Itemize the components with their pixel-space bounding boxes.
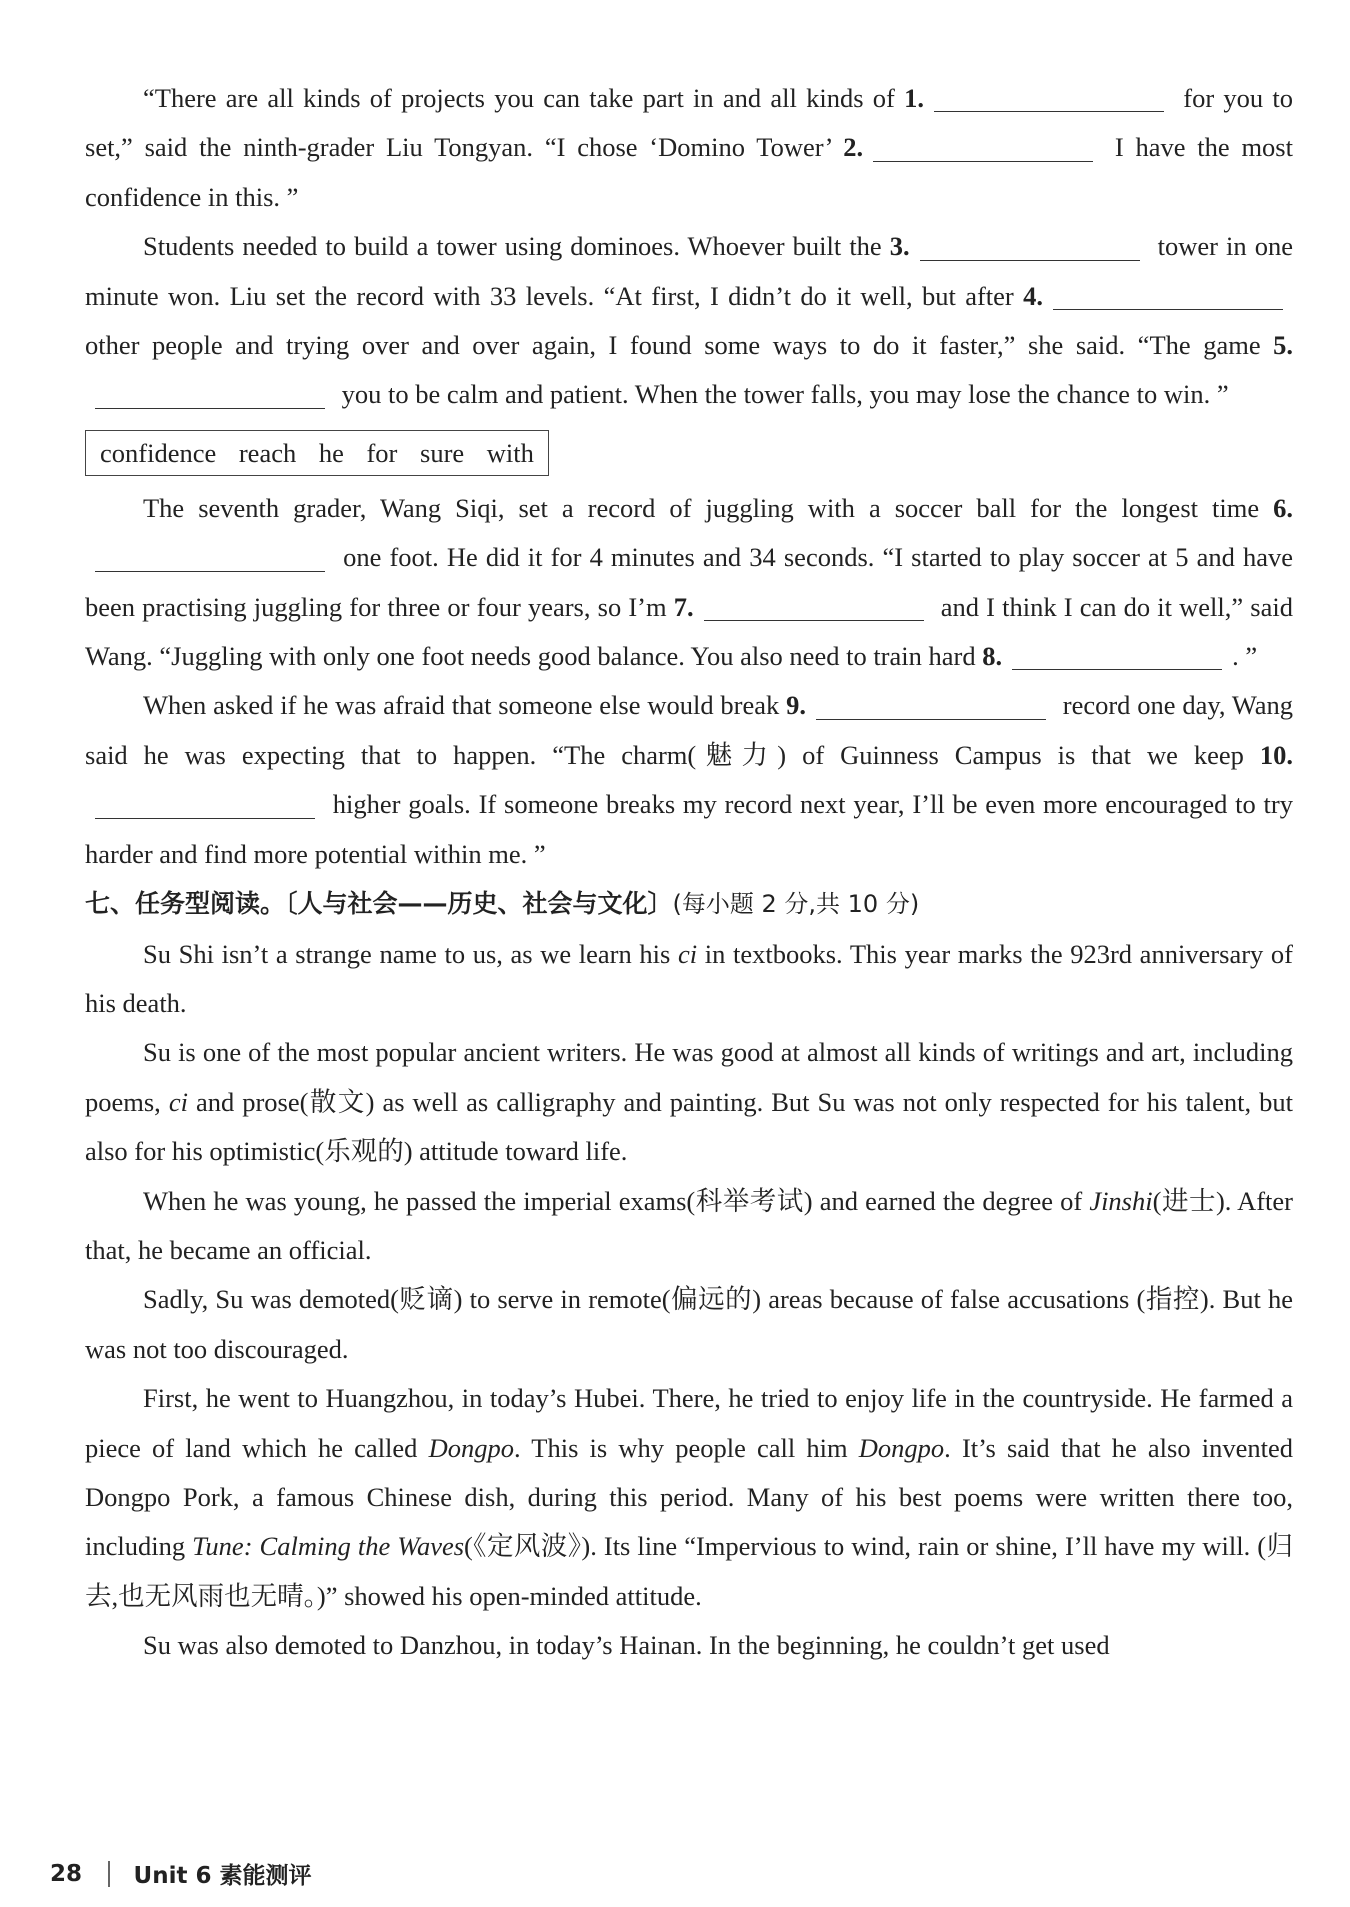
blank-number-5: 5. [1273, 330, 1293, 361]
answer-blank-9[interactable] [816, 691, 1046, 720]
blank-number-9: 9. [786, 690, 806, 721]
italic-term: Dongpo [858, 1432, 945, 1463]
blank-number-1: 1. [904, 83, 924, 113]
text: Su Shi isn’t a strange name to us, as we learn his [143, 938, 678, 969]
blank-number-3: 3. [889, 231, 910, 262]
answer-blank-7[interactable] [704, 592, 924, 621]
paragraph-2 [85, 222, 1293, 420]
paragraph-5 [85, 930, 1293, 1029]
text: Students needed to build a tower using dominoes. Whoever built the [143, 231, 890, 262]
text: . It’s said that he also invented Dongpo Pork, a famous Chinese dish, during this period. Many of his best poems were written there too, including [85, 1432, 1293, 1562]
passage-content [85, 74, 1293, 1671]
text: When asked if he was afraid that someone else would break [143, 690, 787, 721]
section-heading [85, 879, 1293, 929]
text: The seventh grader, Wang Siqi, set a record of juggling with a soccer ball for the longest time [143, 492, 1274, 523]
blank-number-4: 4. [1023, 280, 1043, 311]
text: (《定风波》). Its line “Impervious to wind, rain or shine, I’ll have my will. (归去,也无风雨也无晴。)” showed his open-minded attitude. [85, 1531, 1294, 1611]
italic-term: ci [677, 938, 698, 969]
answer-blank-1[interactable] [934, 83, 1164, 112]
text: record one day, Wang said he was expecting that to happen. “The charm(魅力) of Guinness Campus is that we keep [85, 690, 1293, 770]
answer-blank-8[interactable] [1012, 642, 1222, 671]
text: . This is why people call him [513, 1432, 859, 1463]
section-score: (每小题 2 分,共 10 分) [672, 890, 920, 919]
page-footer [50, 1857, 311, 1890]
text: and prose(散文) as well as calligraphy and painting. But Su was not only respected for his talent, but also for his optimistic(乐观的) attitude toward life. [85, 1086, 1293, 1167]
section-title: 七、任务型阅读。〔人与社会——历史、社会与文化〕 [85, 889, 673, 919]
text: in textbooks. This year marks the 923rd anniversary of his death. [85, 938, 1293, 1018]
text: tower in one minute won. Liu set the record with 33 levels. “At first, I didn’t do it well, but after [85, 231, 1293, 311]
text: First, he went to Huangzhou, in today’s Hubei. There, he tried to enjoy life in the countryside. He farmed a piece of land which he called [85, 1383, 1293, 1463]
blank-number-7: 7. [673, 591, 694, 622]
text: you to be calm and patient. When the tower falls, you may lose the chance to win. ” [335, 379, 1229, 410]
footer-divider [108, 1861, 110, 1887]
text: higher goals. If someone breaks my record next year, I’ll be even more encouraged to try harder and find more potential within me. ” [85, 789, 1293, 869]
text: (进士). After that, he became an official. [85, 1185, 1293, 1265]
italic-term: Jinshi [1089, 1185, 1153, 1216]
text: When he was young, he passed the imperial exams(科举考试) and earned the degree of [143, 1185, 1090, 1216]
blank-number-6: 6. [1273, 492, 1293, 523]
unit-title: Unit 6 素能测评 [133, 1863, 312, 1889]
answer-blank-5[interactable] [95, 380, 325, 409]
text: other people and trying over and over again, I found some ways to do it faster,” she said. “The game [85, 330, 1274, 361]
italic-term: ci [168, 1086, 188, 1117]
blank-number-10: 10. [1259, 739, 1293, 770]
blank-number-8: 8. [982, 641, 1003, 672]
text: one foot. He did it for 4 minutes and 34 seconds. “I started to play soccer at 5 and have been practising juggling for three or four years, so I’m [85, 542, 1293, 622]
answer-blank-2[interactable] [873, 133, 1093, 162]
text: and I think I can do it well,” said Wang. “Juggling with only one foot needs good balance. You also need to train hard [85, 591, 1293, 672]
answer-blank-10[interactable] [95, 790, 315, 819]
paragraph-3 [85, 484, 1293, 682]
paragraph-6 [85, 1028, 1293, 1176]
page-number: 28 [50, 1860, 83, 1887]
paragraph-1 [85, 74, 1293, 222]
blank-number-2: 2. [843, 132, 864, 163]
text: I have the most confidence in this. ” [85, 132, 1293, 212]
paragraph-10: Su was also demoted to Danzhou, in today’s Hainan. In the beginning, he couldn’t get used [143, 1630, 1110, 1661]
text: “There are all kinds of projects you can take part in and all kinds of [143, 83, 905, 113]
poem-title: Tune: Calming the Waves [192, 1531, 465, 1562]
word-bank-box: confidence reach he for sure with [85, 430, 549, 476]
paragraph-7 [85, 1177, 1293, 1276]
text: Su is one of the most popular ancient writers. He was good at almost all kinds of writings and art, including poems, [85, 1037, 1293, 1117]
paragraph-4 [85, 681, 1293, 879]
text: . ” [1232, 641, 1258, 672]
answer-blank-4[interactable] [1053, 281, 1283, 310]
paragraph-8: Sadly, Su was demoted(贬谪) to serve in remote(偏远的) areas because of false accusations (指控). But he was not too discouraged. [85, 1284, 1293, 1364]
answer-blank-3[interactable] [920, 232, 1140, 261]
paragraph-9 [85, 1374, 1293, 1621]
text: for you to set,” said the ninth-grader Liu Tongyan. “I chose ‘Domino Tower’ [85, 83, 1293, 163]
answer-blank-6[interactable] [95, 543, 325, 572]
italic-term: Dongpo [428, 1432, 514, 1463]
